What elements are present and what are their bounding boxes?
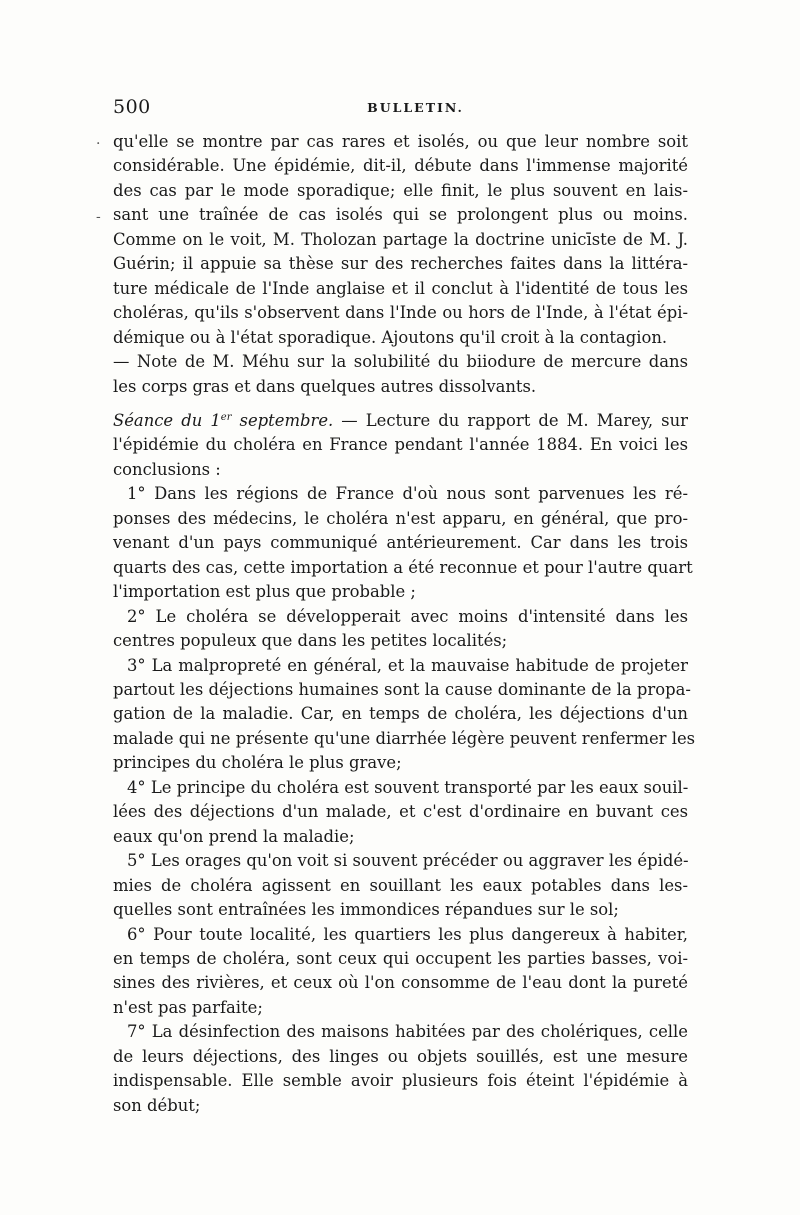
text-line: centres populeux que dans les petites localités; — [113, 631, 508, 651]
paragraph-seance — [113, 406, 688, 482]
text-line: 1° Dans les régions de France d'où nous sont parvenues les ré- — [127, 484, 688, 504]
text-line: démique ou à l'état sporadique. Ajoutons qu'il croit à la contagion. — [113, 327, 668, 347]
running-head — [113, 96, 688, 120]
text-line: sant une traînée de cas isolés qui se prolongent plus ou moins. — [113, 205, 688, 225]
text-line: 3° La malpropreté en général, et la mauvaise habitude de projeter — [127, 655, 688, 675]
text-line: mies de choléra agissent en souillant les eaux potables dans les- — [113, 875, 688, 895]
conclusion-4 — [113, 776, 688, 849]
paragraph-cholera-doctrine — [113, 130, 688, 350]
text-line: lées des déjections d'un malade, et c'est d'ordinaire en buvant ces — [113, 802, 688, 822]
text-line: malade qui ne présente qu'une diarrhée légère peuvent renfermer les — [113, 728, 696, 748]
margin-mark: - — [96, 209, 101, 225]
text-line: gation de la maladie. Car, en temps de choléra, les déjections d'un — [113, 704, 688, 724]
text-line: eaux qu'on prend la maladie; — [113, 826, 355, 846]
running-title: BULLETIN. — [367, 100, 464, 115]
text-line: ponses des médecins, le choléra n'est apparu, en général, que pro- — [113, 508, 688, 528]
conclusion-3 — [113, 654, 696, 776]
text-line: principes du choléra le plus grave; — [113, 753, 402, 773]
conclusion-6 — [113, 923, 688, 1021]
text-line: des cas par le mode sporadique; elle finit, le plus souvent en lais- — [113, 180, 688, 200]
text-line: 7° La désinfection des maisons habitées par des cholériques, celle — [127, 1022, 688, 1042]
text-line: conclusions : — [113, 459, 221, 479]
text-line: choléras, qu'ils s'observent dans l'Inde ou hors de l'Inde, à l'état épi- — [113, 303, 688, 323]
body-text — [113, 130, 696, 1118]
text-line: 4° Le principe du choléra est souvent transporté par les eaux souil- — [127, 777, 689, 797]
text-line: 2° Le choléra se développerait avec moins d'intensité dans les — [127, 606, 688, 626]
text-line: l'importation est plus que probable ; — [113, 582, 416, 602]
seance-month: septembre. — [231, 410, 334, 430]
text-line: venant d'un pays communiqué antérieurement. Car dans les trois — [113, 533, 688, 553]
seance-ordinal: er — [220, 411, 232, 423]
text-line: n'est pas parfaite; — [113, 997, 263, 1017]
margin-mark: · — [96, 136, 101, 152]
text-line: de leurs déjections, des linges ou objets souillés, est une mesure — [113, 1046, 688, 1066]
conclusion-5 — [113, 849, 688, 922]
text-line: quarts des cas, cette importation a été reconnue et pour l'autre quart — [113, 557, 693, 577]
seance-label: Séance du 1 — [113, 410, 221, 430]
text-line: l'épidémie du choléra en France pendant l'année 1884. En voici les — [113, 435, 688, 455]
seance-first-line: — Lecture du rapport de M. Marey, sur — [333, 410, 688, 430]
text-line: partout les déjections humaines sont la cause dominante de la propa- — [113, 679, 691, 699]
text-line: qu'elle se montre par cas rares et isolés, ou que leur nombre soit — [113, 132, 688, 151]
conclusion-1 — [113, 482, 693, 604]
conclusion-7 — [113, 1020, 688, 1118]
page-number: 500 — [113, 96, 151, 118]
conclusion-2 — [113, 605, 688, 654]
text-line: 5° Les orages qu'on voit si souvent précéder ou aggraver les épidé- — [127, 851, 689, 871]
text-line: les corps gras et dans quelques autres dissolvants. — [113, 376, 537, 396]
paragraph-mehu-note — [113, 350, 688, 399]
text-line: considérable. Une épidémie, dit-il, débute dans l'immense majorité — [113, 156, 688, 176]
text-line: quelles sont entraînées les immondices répandues sur le sol; — [113, 900, 619, 920]
text-line: — Note de M. Méhu sur la solubilité du biiodure de mercure dans — [113, 352, 688, 372]
text-line: indispensable. Elle semble avoir plusieurs fois éteint l'épidémie à — [113, 1071, 688, 1091]
text-line: son début; — [113, 1095, 201, 1115]
text-line: Guérin; il appuie sa thèse sur des recherches faites dans la littéra- — [113, 254, 688, 274]
text-line: Comme on le voit, M. Tholozan partage la doctrine unicīste de M. J. — [113, 229, 688, 249]
text-line: sines des rivières, et ceux où l'on consomme de l'eau dont la pureté — [113, 973, 688, 993]
text-line — [113, 406, 688, 433]
text-line: ture médicale de l'Inde anglaise et il conclut à l'identité de tous les — [113, 278, 688, 298]
text-line: 6° Pour toute localité, les quartiers les plus dangereux à habiter, — [127, 924, 688, 944]
text-line: en temps de choléra, sont ceux qui occupent les parties basses, voi- — [113, 948, 688, 968]
